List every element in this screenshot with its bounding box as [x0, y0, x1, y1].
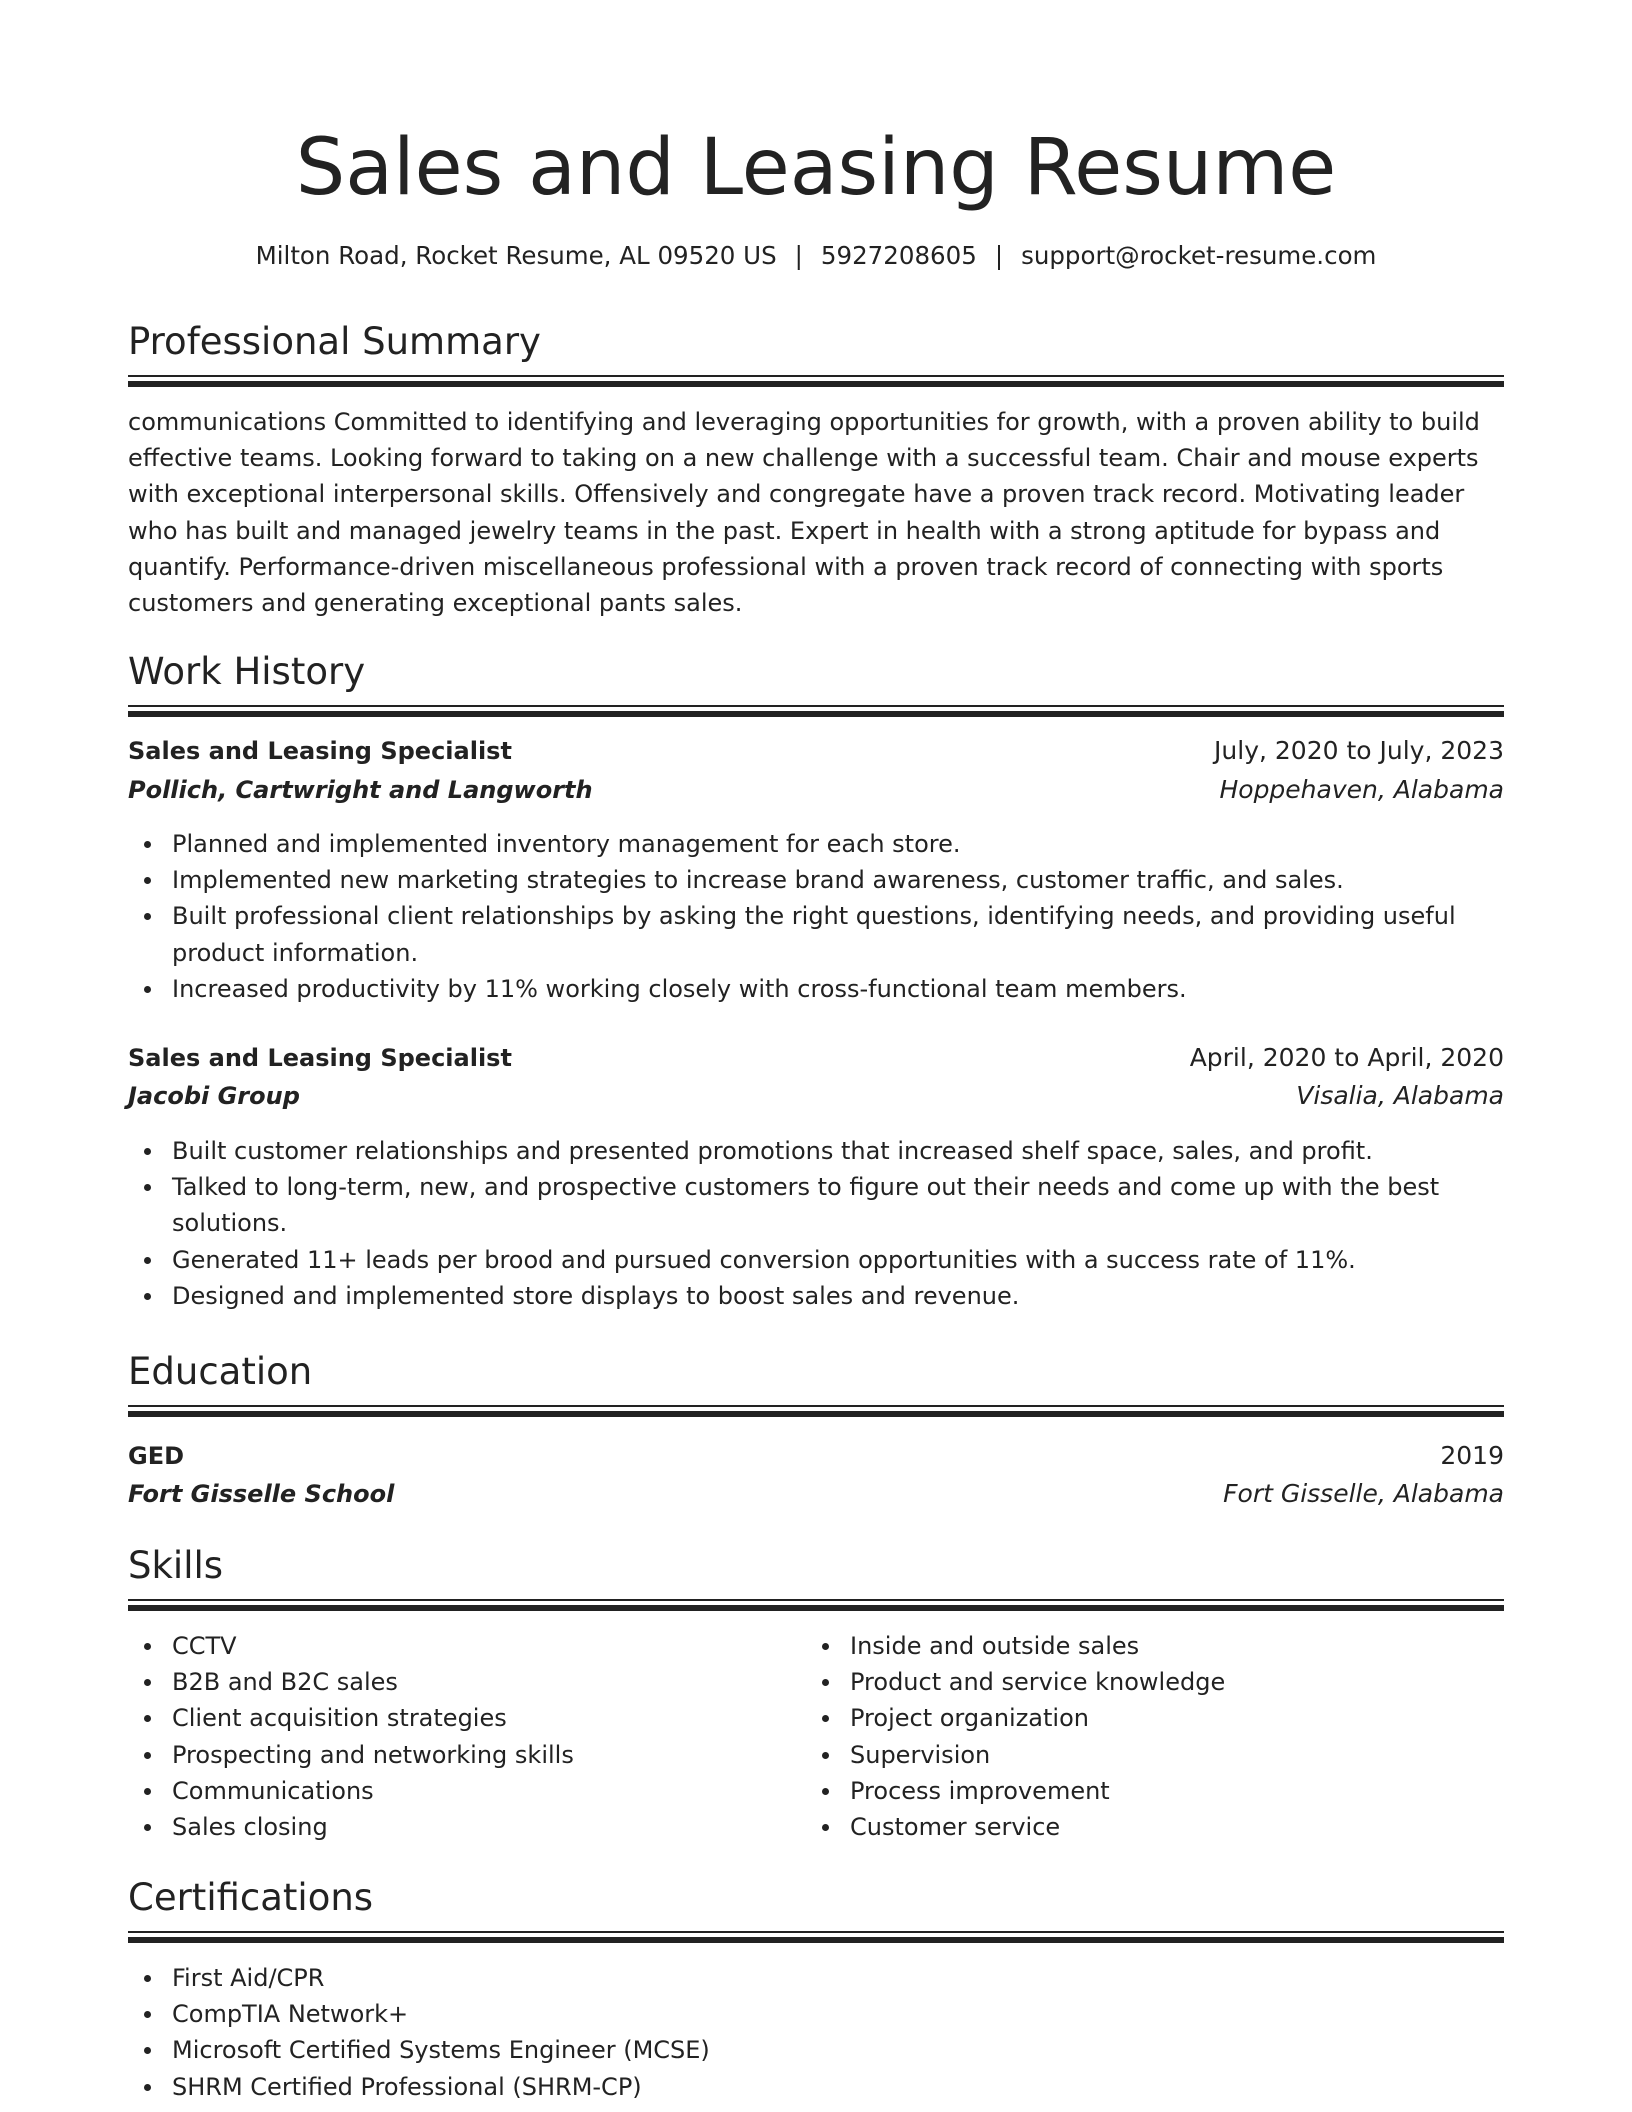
list-item: First Aid/CPR	[128, 1960, 1504, 1996]
list-item: CCTV	[128, 1628, 788, 1664]
job-dates: April, 2020 to April, 2020	[1189, 1043, 1504, 1072]
list-item: Planned and implemented inventory management for each store.	[128, 826, 1504, 862]
list-item: Implemented new marketing strategies to increase brand awareness, customer traffic, and sales.	[128, 862, 1504, 898]
skills-list-left	[128, 1628, 788, 1845]
job-title: Sales and Leasing Specialist	[128, 737, 512, 765]
job-header	[128, 1039, 1504, 1077]
section-title-summary: Professional Summary	[128, 320, 541, 363]
list-item: Talked to long-term, new, and prospective customers to figure out their needs and come up with the best solutions.	[128, 1169, 1504, 1241]
list-item: Communications	[128, 1773, 788, 1809]
section-divider	[128, 705, 1504, 717]
job-subheader	[128, 1077, 1504, 1115]
contact-separator: |	[794, 241, 803, 270]
education-location: Fort Gisselle, Alabama	[1223, 1479, 1504, 1508]
list-item: Client acquisition strategies	[128, 1700, 788, 1736]
skills-list-right	[806, 1628, 1504, 1845]
certifications-list	[128, 1960, 1504, 2105]
list-item: Prospecting and networking skills	[128, 1737, 788, 1773]
section-title-certifications: Certifications	[128, 1876, 374, 1919]
section-divider	[128, 1599, 1504, 1611]
education-subheader	[128, 1475, 1504, 1513]
job-header	[128, 732, 1504, 770]
job-location: Hoppehaven, Alabama	[1219, 775, 1504, 804]
list-item: Designed and implemented store displays to boost sales and revenue.	[128, 1278, 1504, 1314]
list-item: Sales closing	[128, 1809, 788, 1845]
contact-phone: 5927208605	[820, 241, 977, 270]
contact-address: Milton Road, Rocket Resume, AL 09520 US	[255, 241, 777, 270]
contact-email: support@rocket-resume.com	[1021, 241, 1377, 270]
job-bullets	[128, 1133, 1504, 1314]
list-item: Project organization	[806, 1700, 1504, 1736]
job-dates: July, 2020 to July, 2023	[1214, 736, 1504, 765]
list-item: CompTIA Network+	[128, 1996, 1504, 2032]
education-degree: GED	[128, 1442, 185, 1470]
list-item: Inside and outside sales	[806, 1628, 1504, 1664]
list-item: Process improvement	[806, 1773, 1504, 1809]
section-title-education: Education	[128, 1350, 313, 1393]
job-bullets	[128, 826, 1504, 1007]
education-header	[128, 1437, 1504, 1475]
job-company: Jacobi Group	[128, 1082, 300, 1110]
resume-name: Sales and Leasing Resume	[295, 123, 1337, 213]
education-school: Fort Gisselle School	[128, 1480, 395, 1508]
education-year: 2019	[1440, 1441, 1504, 1470]
contact-line	[128, 238, 1504, 274]
list-item: SHRM Certified Professional (SHRM-CP)	[128, 2069, 1504, 2105]
contact-separator: |	[994, 241, 1004, 270]
list-item: B2B and B2C sales	[128, 1664, 788, 1700]
section-divider	[128, 1405, 1504, 1417]
job-location: Visalia, Alabama	[1296, 1081, 1504, 1110]
job-subheader	[128, 771, 1504, 809]
section-title-skills: Skills	[128, 1544, 224, 1587]
job-company: Pollich, Cartwright and Langworth	[128, 776, 593, 804]
job-title: Sales and Leasing Specialist	[128, 1044, 512, 1072]
list-item: Increased productivity by 11% working closely with cross-functional team members.	[128, 971, 1504, 1007]
list-item: Product and service knowledge	[806, 1664, 1504, 1700]
section-divider	[128, 375, 1504, 387]
list-item: Supervision	[806, 1737, 1504, 1773]
list-item: Generated 11+ leads per brood and pursued conversion opportunities with a success rate of 11%.	[128, 1242, 1504, 1278]
section-title-work: Work History	[128, 650, 366, 693]
list-item: Customer service	[806, 1809, 1504, 1845]
section-divider	[128, 1931, 1504, 1943]
list-item: Built customer relationships and presented promotions that increased shelf space, sales, and profit.	[128, 1133, 1504, 1169]
summary-text: communications Committed to identifying and leveraging opportunities for growth, with a proven ability to build effective teams. Looking forward to taking on a new challenge with a successful team. Chair and mouse experts with exceptional interpersonal skills. Offensively and congregate have a proven track record. Motivating leader who has built and managed jewelry teams in the past. Expert in health with a strong aptitude for bypass and quantify. Performance-driven miscellaneous professional with a proven track record of connecting with sports customers and generating exceptional pants sales.	[128, 408, 1480, 618]
list-item: Built professional client relationships by asking the right questions, identifying needs, and providing useful product information.	[128, 898, 1504, 970]
list-item: Microsoft Certified Systems Engineer (MCSE)	[128, 2032, 1504, 2068]
